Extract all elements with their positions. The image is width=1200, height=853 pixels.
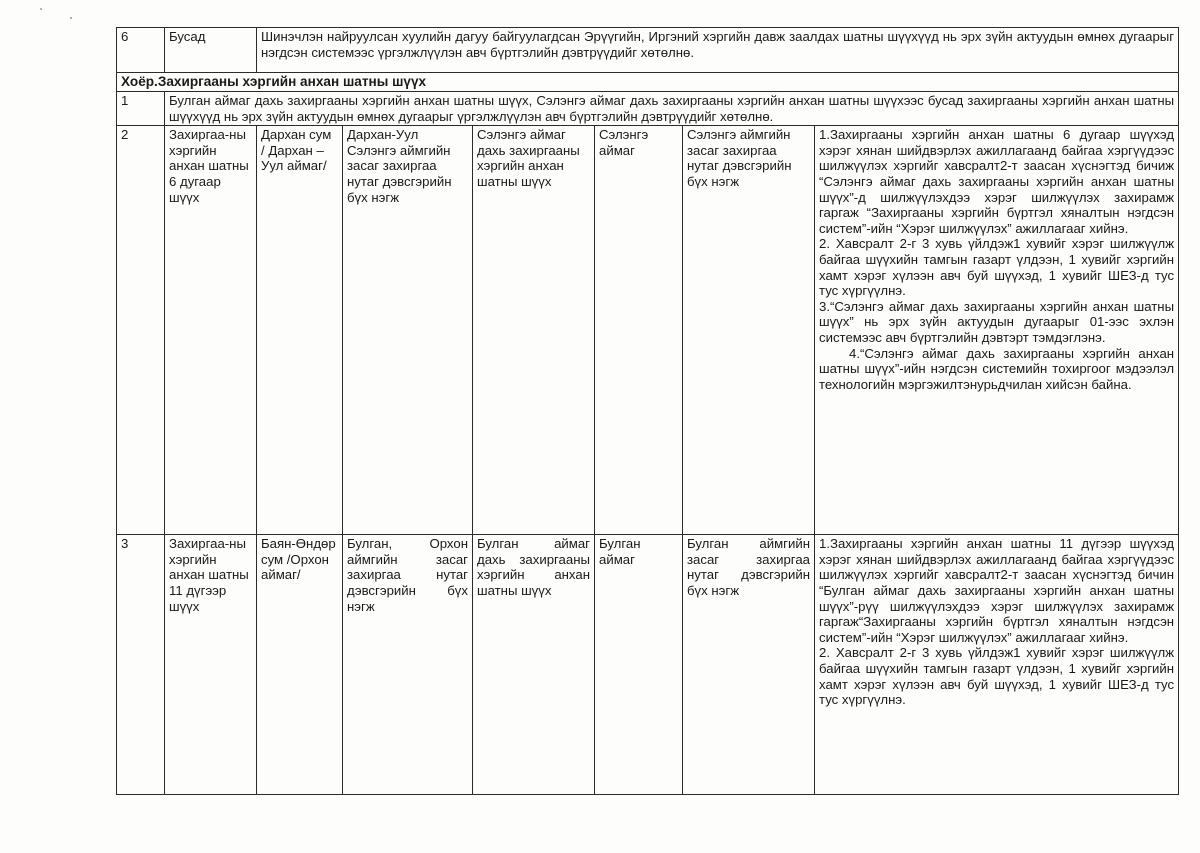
row-text: Булган аймаг дахь захиргааны хэргийн анхан шатны шүүх, Сэлэнгэ аймаг дахь захиргааны хэргийн анхан шатны шүүхээс бусад захиргааны хэргийн анхан шатны шүүхүүд нь эрх зүйн актуудын өмнөх дугаарыг үргэлжлүүлэн авч бүртгэлийн дэвтрүүдийг хөтөлнө. [165, 92, 1179, 126]
row-number: 2 [117, 126, 165, 535]
table-row-6 [117, 28, 1179, 73]
note-paragraph: 2. Хавсралт 2-г 3 хувь үйлдэж1 хувийг хэрэг шилжүүлж байгаа шүүхийн тамгын газарт үлдээн, 1 хувийг хэргийн хамт хэрэг хүлээн авч буй шүүхэд, 1 хувийг ШЕЗ-д тус тус хүргүүлнэ. [819, 236, 1175, 299]
court-transfer-table [116, 27, 1179, 795]
note-paragraph: 1.Захиргааны хэргийн анхан шатны 6 дугаар шүүхэд хэрэг хянан шийдвэрлэх ажиллагаанд байгаа хэргүүдээс шилжүүлэх хэргийг хавсралт2-т заасан хүснэгтэд бичиж “Сэлэнгэ аймаг дахь захиргааны хэргийн анхан шатны шүүх”-д шилжүүлэхдээ хэрэг шилжүүлэх захирамж гаргаж “Захиргааны хэргийн бүртгэл хяналтын нэгдсэн систем”-ийн “Хэрэг шилжүүлэх” ажиллагааг хийнэ. [819, 127, 1175, 236]
transfer-notes [815, 126, 1179, 535]
note-paragraph: 3.“Сэлэнгэ аймаг дахь захиргааны хэргийн анхан шатны шүүх” нь эрх зүйн актуудын дугаарыг 01-ээс эхлэн системээс авч бүртгэлийн дэвтэрт тэмдэглэнэ. [819, 298, 1175, 345]
row-number: 1 [117, 92, 165, 126]
section-header-row [117, 73, 1179, 92]
note-paragraph: 4.“Сэлэнгэ аймаг дахь захиргааны хэргийн анхан шатны шүүх”-ийн нэгдсэн системийн тохиргоог мэдээлэл технологийн мэргэжилтэнурьдчилан хийсэн байна. [819, 345, 1175, 392]
document-table-page [116, 27, 1178, 795]
court-jurisdiction: Дархан-Уул Сэлэнгэ аймгийн засаг захиргаа нутаг дэвсгэрийн бүх нэгж [343, 126, 473, 535]
table-row-1 [117, 92, 1179, 126]
table-row-2 [117, 126, 1179, 535]
court-name: Захиргаа-ны хэргийн анхан шатны 11 дүгээр шүүх [165, 535, 257, 795]
scan-speck [70, 17, 72, 19]
new-court-jurisdiction: Сэлэнгэ аймгийн засаг захиргаа нутаг дэвсгэрийн бүх нэгж [683, 126, 815, 535]
row-name: Бусад [165, 28, 257, 73]
scan-speck [40, 8, 42, 10]
note-paragraph: 2. Хавсралт 2-г 3 хувь үйлдэж1 хувийг хэрэг шилжүүлж байгаа шүүхийн тамгын газарт үлдээн, 1 хувийг хэргийн хамт хэрэг хүлээн авч буй шүүхэд, 1 хувийг ШЕЗ-д тус тус хүргүүлнэ. [819, 645, 1175, 708]
court-name: Захиргаа-ны хэргийн анхан шатны 6 дугаар шүүх [165, 126, 257, 535]
section-title: Хоёр.Захиргааны хэргийн анхан шатны шүүх [117, 73, 1179, 92]
court-location: Баян-Өндөр сум /Орхон аймаг/ [257, 535, 343, 795]
new-court-name: Сэлэнгэ аймаг дахь захиргааны хэргийн анхан шатны шүүх [473, 126, 595, 535]
new-court-name: Булган аймаг дахь захиргааны хэргийн анхан шатны шүүх [473, 535, 595, 795]
court-jurisdiction: Булган, Орхон аймгийн засаг захиргаа нутаг дэвсгэрийн бүх нэгж [343, 535, 473, 795]
court-location: Дархан сум / Дархан – Уул аймаг/ [257, 126, 343, 535]
new-court-location: Булган аймаг [595, 535, 683, 795]
row-number: 3 [117, 535, 165, 795]
new-court-location: Сэлэнгэ аймаг [595, 126, 683, 535]
row-text: Шинэчлэн найруулсан хуулийн дагуу байгуулагдсан Эрүүгийн, Иргэний хэргийн давж заалдах шатны шүүхүүд нь эрх зүйн актуудын өмнөх дугаарыг нэгдсэн системээс үргэлжлүүлэн авч бүртгэлийн дэвтрүүдийг хөтөлнө. [257, 28, 1179, 73]
new-court-jurisdiction: Булган аймгийн засаг захиргаа нутаг дэвсгэрийн бүх нэгж [683, 535, 815, 795]
table-row-3 [117, 535, 1179, 795]
transfer-notes [815, 535, 1179, 795]
note-paragraph: 1.Захиргааны хэргийн анхан шатны 11 дүгээр шүүхэд хэрэг хянан шийдвэрлэх ажиллагаанд байгаа хэргүүдээс шилжүүлэх хэргийг хавсралт2-т заасан хүснэгтэд бичин “Булган аймаг дахь захиргааны хэргийн анхан шатны шүүх”-рүү шилжүүлэхдээ хэрэг шилжүүлэх захирамж гаргаж“Захиргааны хэргийн бүртгэл хяналтын нэгдсэн систем”-ийн “Хэрэг шилжүүлэх” ажиллагааг хийнэ. [819, 536, 1175, 645]
row-number: 6 [117, 28, 165, 73]
